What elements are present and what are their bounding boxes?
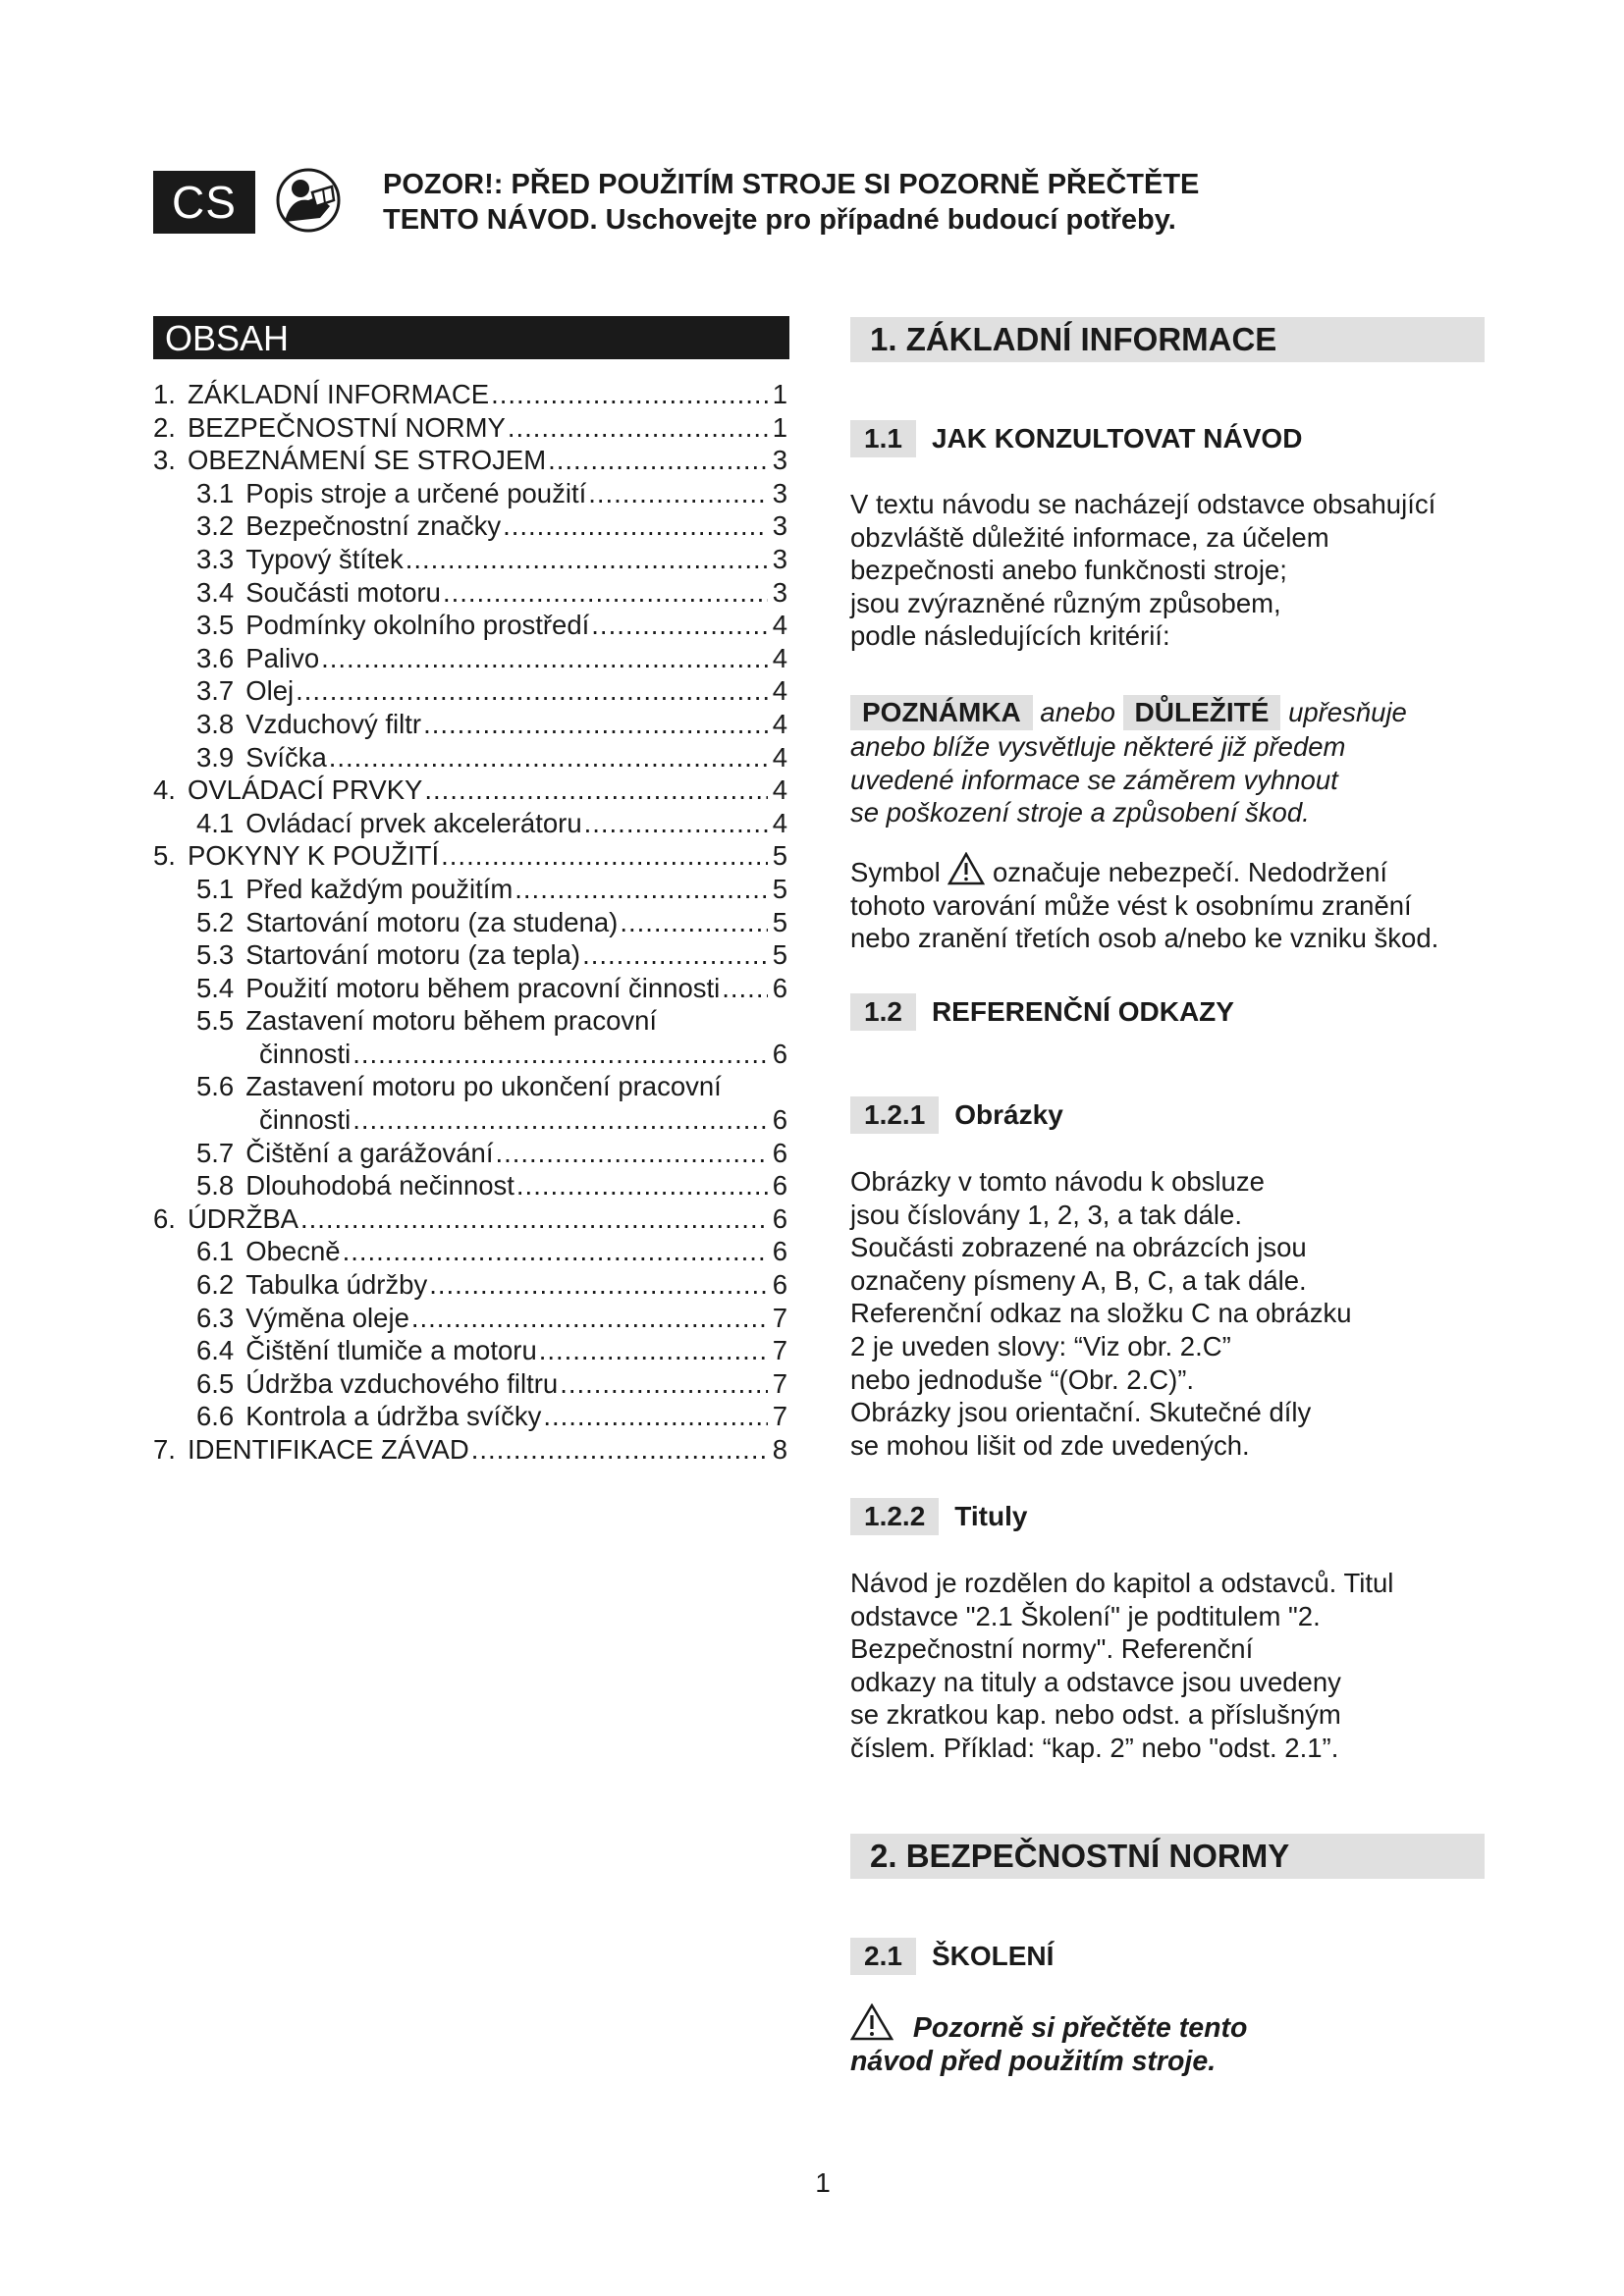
section-title: Tituly <box>954 1501 1028 1531</box>
toc-entry-page: 7 <box>772 1401 787 1432</box>
toc-entry-page: 3 <box>772 543 787 574</box>
toc-entry <box>153 1070 787 1103</box>
toc-entry-label: ÚDRŽBA <box>187 1202 298 1234</box>
toc-entry <box>153 444 787 477</box>
section-1-2-2-text <box>850 1567 1498 1765</box>
toc-entry <box>153 509 787 543</box>
toc-entry-number: 6.1 <box>196 1236 235 1267</box>
text-line: se poškození stroje a způsobení škod. <box>850 797 1310 828</box>
toc-leader-dots <box>411 1302 768 1335</box>
section-number: 1.2.2 <box>850 1498 939 1535</box>
toc-entry-page: 4 <box>772 708 787 739</box>
toc-entry <box>153 378 787 411</box>
toc-entry-number: 6.5 <box>196 1367 235 1399</box>
toc-entry-number: 4. <box>153 774 176 806</box>
toc-entry-label: Vzduchový filtr <box>245 708 422 739</box>
toc-entry-number: 3.3 <box>196 543 235 574</box>
text-line: se zkratkou kap. nebo odst. a příslušným <box>850 1699 1341 1731</box>
toc-leader-dots <box>471 1433 768 1467</box>
toc-entry-label: Obecně <box>245 1236 341 1267</box>
text-line: podle následujících kritérií: <box>850 620 1170 652</box>
toc-entry-number: 2. <box>153 411 176 443</box>
text-line: odstavce "2.1 Školení" je podtitulem "2. <box>850 1600 1321 1631</box>
toc-entry-label: Tabulka údržby <box>245 1269 428 1301</box>
toc-entry-number: 3.1 <box>196 477 235 508</box>
toc-entry-number: 4.1 <box>196 807 235 838</box>
language-badge: CS <box>153 171 255 234</box>
toc-entry-page: 6 <box>772 1202 787 1234</box>
note-rest: upřesňuje <box>1288 697 1407 727</box>
toc-entry-number: 5.7 <box>196 1137 235 1168</box>
text-line: odkazy na tituly a odstavce jsou uvedeny <box>850 1666 1341 1697</box>
warning-line-1: POZOR!: PŘED POUŽITÍM STROJE SI POZORNĚ PŘEČTĚTE <box>383 169 1200 200</box>
toc-leader-dots <box>560 1367 768 1401</box>
toc-leader-dots <box>352 1038 768 1071</box>
toc-entry-label: OBEZNÁMENÍ SE STROJEM <box>187 445 547 476</box>
toc-entry-label: POKYNY K POUŽITÍ <box>187 840 440 872</box>
toc-entry-label: Palivo <box>245 642 320 673</box>
toc-entry-label: Použití motoru během pracovní činnosti <box>245 972 721 1003</box>
toc-entry-page: 5 <box>772 873 787 904</box>
toc-entry-page: 6 <box>772 1038 787 1069</box>
toc-entry <box>153 1169 787 1202</box>
toc-entry-number: 3.4 <box>196 576 235 608</box>
toc-entry-number: 5.4 <box>196 972 235 1003</box>
toc-entry <box>153 708 787 741</box>
toc-leader-dots <box>620 906 768 939</box>
section-title: JAK KONZULTOVAT NÁVOD <box>931 423 1303 454</box>
toc-leader-dots <box>424 774 768 807</box>
read-manual-icon <box>275 167 342 234</box>
toc-entry-number: 7. <box>153 1434 176 1465</box>
toc-entry-label: Startování motoru (za studena) <box>245 906 619 937</box>
text-line: Obrázky jsou orientační. Skutečné díly <box>850 1397 1312 1428</box>
toc-entry <box>153 1038 787 1071</box>
toc-entry-page: 3 <box>772 477 787 508</box>
toc-entry-label: Součásti motoru <box>245 576 441 608</box>
toc-entry <box>153 1334 787 1367</box>
toc-entry-number: 5.5 <box>196 1005 235 1037</box>
toc-leader-dots <box>296 674 768 708</box>
text-line: Referenční odkaz na složku C na obrázku <box>850 1298 1352 1329</box>
toc-entry-page: 7 <box>772 1335 787 1366</box>
section-number: 1.1 <box>850 420 916 457</box>
toc-entry-label: Startování motoru (za tepla) <box>245 939 581 971</box>
toc-entry <box>153 1302 787 1335</box>
toc-entry-number: 6. <box>153 1202 176 1234</box>
toc-entry-number: 5.3 <box>196 939 235 971</box>
section-1-heading: 1. ZÁKLADNÍ INFORMACE <box>850 317 1485 362</box>
toc-entry <box>153 938 787 972</box>
warning-triangle-icon <box>947 852 985 885</box>
toc-leader-dots <box>352 1103 768 1137</box>
toc-entry-page: 6 <box>772 1269 787 1301</box>
toc-entry <box>153 1137 787 1170</box>
toc-entry-label: činnosti <box>259 1104 352 1136</box>
toc-leader-dots <box>321 642 768 675</box>
toc-entry-label: Čištění a garážování <box>245 1137 494 1168</box>
toc-entry-page: 6 <box>772 1137 787 1168</box>
toc-entry <box>153 411 787 445</box>
toc-leader-dots <box>300 1202 768 1236</box>
toc-entry <box>153 807 787 840</box>
note-important-explanation <box>850 695 1498 829</box>
toc-entry-number: 3.7 <box>196 675 235 707</box>
toc-entry-number: 6.2 <box>196 1269 235 1301</box>
toc-entry-page: 6 <box>772 1104 787 1136</box>
toc-entry-number: 3.5 <box>196 610 235 641</box>
toc-entry-page: 5 <box>772 840 787 872</box>
toc-entry-label: Čištění tlumiče a motoru <box>245 1335 537 1366</box>
toc-entry-page: 4 <box>772 774 787 806</box>
toc-entry-number: 3.6 <box>196 642 235 673</box>
text-line: nebo zranění třetích osob a/nebo ke vzniku škod. <box>850 923 1439 954</box>
toc-entry-number: 6.3 <box>196 1302 235 1333</box>
toc-entry-page: 4 <box>772 741 787 773</box>
toc-entry-label: Zastavení motoru během pracovní <box>245 1005 658 1037</box>
text-line: nebo jednoduše “(Obr. 2.C)”. <box>850 1363 1195 1395</box>
toc-leader-dots <box>548 444 768 477</box>
note-tag: POZNÁMKA <box>850 695 1033 730</box>
toc-entry-label: Dlouhodobá nečinnost <box>245 1170 514 1201</box>
toc-entry-page: 8 <box>772 1434 787 1465</box>
toc-entry-number: 3.8 <box>196 708 235 739</box>
toc-leader-dots <box>429 1268 768 1302</box>
toc-entry-number: 5.6 <box>196 1071 235 1102</box>
toc-entry <box>153 674 787 708</box>
toc-entry <box>153 1367 787 1401</box>
toc-entry-page: 5 <box>772 906 787 937</box>
toc-entry-page: 7 <box>772 1367 787 1399</box>
toc-entry-number: 3.2 <box>196 510 235 542</box>
symbol-explanation <box>850 852 1498 955</box>
toc-entry-number: 5.2 <box>196 906 235 937</box>
read-manual-warning <box>383 167 1267 238</box>
important-tag: DŮLEŽITÉ <box>1123 695 1281 730</box>
section-number: 2.1 <box>850 1938 916 1975</box>
text-line: číslem. Příklad: “kap. 2” nebo "odst. 2.1”. <box>850 1732 1339 1763</box>
toc-entry <box>153 1103 787 1137</box>
toc-entry-label: Podmínky okolního prostředí <box>245 610 590 641</box>
toc-entry <box>153 477 787 510</box>
symbol-word: Symbol <box>850 857 941 887</box>
toc-leader-dots <box>588 477 768 510</box>
toc-leader-dots <box>516 1169 768 1202</box>
toc-entry-label: ZÁKLADNÍ INFORMACE <box>187 379 490 409</box>
toc-entry-label: Bezpečnostní značky <box>245 510 502 542</box>
symbol-rest: označuje nebezpečí. Nedodržení <box>992 857 1388 887</box>
section-1-1-text <box>850 488 1498 653</box>
toc-leader-dots <box>543 1400 768 1433</box>
toc-entry <box>153 741 787 774</box>
toc-entry <box>153 642 787 675</box>
toc-entry <box>153 1004 787 1038</box>
toc-entry-number: 1. <box>153 379 176 409</box>
text-line: označeny písmeny A, B, C, a tak dále. <box>850 1264 1307 1296</box>
text-line: jsou číslovány 1, 2, 3, a tak dále. <box>850 1199 1242 1230</box>
toc-entry-label: Před každým použitím <box>245 873 514 904</box>
text-line: jsou zvýrazněné různým způsobem, <box>850 587 1281 618</box>
toc-entry-number: 5.8 <box>196 1170 235 1201</box>
text-line: se mohou lišit od zde uvedených. <box>850 1429 1250 1461</box>
toc-leader-dots <box>443 576 768 610</box>
toc-leader-dots <box>539 1334 768 1367</box>
toc-entry-number: 5. <box>153 840 176 872</box>
toc-entry <box>153 1268 787 1302</box>
text-line: Návod je rozdělen do kapitol a odstavců. Titul <box>850 1568 1394 1598</box>
toc-entry-label: Ovládací prvek akcelerátoru <box>245 807 582 838</box>
text-line: Bezpečnostní normy". Referenční <box>850 1633 1254 1665</box>
section-title: REFERENČNÍ ODKAZY <box>931 996 1234 1027</box>
warning-triangle-icon <box>850 2003 893 2041</box>
toc-entry-page: 3 <box>772 576 787 608</box>
toc-leader-dots <box>722 972 768 1005</box>
toc-entry <box>153 609 787 642</box>
toc-leader-dots <box>514 873 768 906</box>
text-line: uvedené informace se záměrem vyhnout <box>850 764 1338 795</box>
toc-leader-dots <box>508 411 768 445</box>
toc-entry-page: 3 <box>772 445 787 476</box>
toc-leader-dots <box>441 839 768 873</box>
toc-leader-dots <box>423 708 768 741</box>
toc-entry-label: BEZPEČNOSTNÍ NORMY <box>187 411 506 443</box>
toc-leader-dots <box>343 1235 768 1268</box>
toc-entry-label: Kontrola a údržba svíčky <box>245 1401 542 1432</box>
warning-line-2: TENTO NÁVOD. Uschovejte pro případné budoucí potřeby. <box>383 204 1176 236</box>
section-number: 1.2.1 <box>850 1096 939 1134</box>
note-anebo: anebo <box>1040 697 1115 727</box>
toc-entry-page: 6 <box>772 972 787 1003</box>
toc-leader-dots <box>582 938 768 972</box>
toc-entry-page: 7 <box>772 1302 787 1333</box>
section-1-2-2-heading <box>850 1498 1027 1535</box>
text-line: Obrázky v tomto návodu k obsluze <box>850 1166 1265 1197</box>
section-1-1-heading <box>850 420 1302 457</box>
toc-entry-page: 4 <box>772 642 787 673</box>
toc-leader-dots <box>406 543 768 576</box>
toc-entry <box>153 576 787 610</box>
toc-entry-page: 6 <box>772 1236 787 1267</box>
toc-entry-label: Popis stroje a určené použití <box>245 477 587 508</box>
toc-entry-label: Výměna oleje <box>245 1302 409 1333</box>
toc-entry <box>153 1235 787 1268</box>
toc-leader-dots <box>495 1137 768 1170</box>
text-line: anebo blíže vysvětluje některé již předem <box>850 731 1346 762</box>
section-1-2-1-text <box>850 1165 1498 1462</box>
toc-entry <box>153 972 787 1005</box>
read-before-use-warning <box>850 2003 1498 2078</box>
toc-entry <box>153 1433 787 1467</box>
section-2-1-heading <box>850 1938 1054 1975</box>
toc-entry-label: Svíčka <box>245 741 327 773</box>
section-2-heading: 2. BEZPEČNOSTNÍ NORMY <box>850 1834 1485 1879</box>
section-1-2-heading <box>850 993 1234 1031</box>
section-1-2-1-heading <box>850 1096 1063 1134</box>
toc-title: OBSAH <box>153 316 789 359</box>
toc-entry <box>153 774 787 807</box>
toc-entry <box>153 543 787 576</box>
toc-entry-label: OVLÁDACÍ PRVKY <box>187 774 423 806</box>
text-line: tohoto varování může vést k osobnímu zranění <box>850 889 1412 921</box>
toc-entry-number: 6.6 <box>196 1401 235 1432</box>
section-number: 1.2 <box>850 993 916 1031</box>
toc-leader-dots <box>591 609 768 642</box>
toc-entry-page: 4 <box>772 807 787 838</box>
toc-entry-page: 6 <box>772 1170 787 1201</box>
toc-entry-number: 3.9 <box>196 741 235 773</box>
toc-leader-dots <box>584 807 768 840</box>
toc-entry-number: 3. <box>153 445 176 476</box>
toc-leader-dots <box>491 378 768 411</box>
toc-entry-label: Zastavení motoru po ukončení pracovní <box>245 1071 722 1102</box>
toc-entry-label: Typový štítek <box>245 543 404 574</box>
section-title: ŠKOLENÍ <box>931 1941 1055 1971</box>
toc-entry <box>153 839 787 873</box>
warning-line-1: Pozorně si přečtěte tento <box>912 2012 1248 2044</box>
text-line: obzvláště důležité informace, za účelem <box>850 521 1329 553</box>
page-number: 1 <box>815 2167 831 2198</box>
toc-entry <box>153 1202 787 1236</box>
toc-entry-page: 3 <box>772 510 787 542</box>
toc-entry-label: Údržba vzduchového filtru <box>245 1367 559 1399</box>
toc-entry-page: 1 <box>772 379 787 409</box>
toc-entry-label: Olej <box>245 675 295 707</box>
text-line: Součásti zobrazené na obrázcích jsou <box>850 1232 1307 1263</box>
toc-entry <box>153 906 787 939</box>
toc-entry-page: 5 <box>772 939 787 971</box>
toc-leader-dots <box>329 741 768 774</box>
text-line: 2 je uveden slovy: “Viz obr. 2.C” <box>850 1330 1231 1362</box>
warning-line-2: návod před použitím stroje. <box>850 2046 1217 2077</box>
toc-entry-page: 4 <box>772 610 787 641</box>
text-line: bezpečnosti anebo funkčnosti stroje; <box>850 555 1287 586</box>
toc-entry-page: 4 <box>772 675 787 707</box>
toc-entry-number: 6.4 <box>196 1335 235 1366</box>
toc-entry <box>153 873 787 906</box>
toc-entry-number: 5.1 <box>196 873 235 904</box>
section-title: Obrázky <box>954 1099 1063 1130</box>
text-line: V textu návodu se nacházejí odstavce obsahující <box>850 489 1436 519</box>
toc-entry-page: 1 <box>772 411 787 443</box>
toc-entry-label: činnosti <box>259 1038 352 1069</box>
table-of-contents <box>153 378 787 1467</box>
toc-leader-dots <box>503 509 768 543</box>
toc-entry <box>153 1400 787 1433</box>
toc-entry-label: IDENTIFIKACE ZÁVAD <box>187 1434 469 1465</box>
